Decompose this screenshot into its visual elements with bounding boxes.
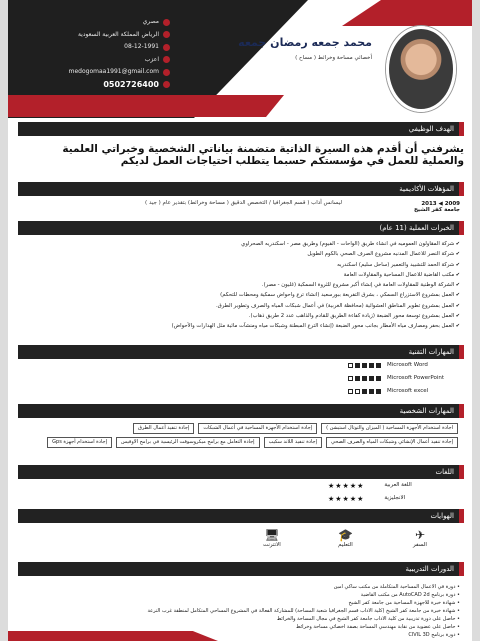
hobby-item [413, 528, 427, 548]
personal-skill-tag: إجادة تنفيذ أعمال الإنشائي وشبكات المياه والصرف الصحي [326, 437, 458, 448]
contact-text: الرياض المملكة العربية السعودية [77, 30, 159, 38]
location-icon [163, 31, 170, 38]
monitor-icon: 🖥 [264, 528, 280, 542]
tech-skill-name: Microsoft excel [387, 388, 429, 394]
experience-item: ✔ مكتب القاضية للاعمال المساحية والمقاولات العامة [22, 270, 460, 280]
contact-info [20, 16, 170, 91]
course-item: • حاصل على عضوية من نقابة مهندسي المساحة بصفة اخصائي مساحة وخرائط [20, 623, 460, 631]
language-name: اللغة العربية [384, 482, 412, 488]
contact-text: 08-12-1991 [124, 43, 159, 50]
experience-item: ✔ شركة النصر للاعمال المدنيه مشروع الصرف الصحي بالكوم الطويل [22, 249, 460, 259]
phone-icon [163, 81, 170, 88]
section-experience: الخبرات العملية (11 عام) [18, 221, 464, 235]
skill-level-box [369, 363, 374, 368]
section-languages: اللغات [18, 465, 464, 479]
personal-skill-tag: إجادة استخدام الأجهزة المساحية في أعمال الشبكات [198, 423, 317, 434]
education-university: جامعة كفر الشيخ [413, 207, 460, 213]
profile-photo [386, 26, 456, 112]
email-icon [163, 69, 170, 76]
personal-skill-tag: إجادة تنفيذ أعمال الطرق [133, 423, 194, 434]
skill-level-box [376, 376, 381, 381]
job-title: أخصائي مساحة وخرائط ( مساح ) [295, 55, 372, 61]
language-row [328, 482, 412, 490]
skill-level-boxes [348, 389, 381, 394]
skill-level-box [362, 376, 367, 381]
objective-text: يشرفني أن أقدم هذه السيرة الذاتية متضمنة بياناتي الشخصية وخبراتي العلمية والعملية للعمل في مؤسستكم حسبما يتطلب احتياجات العمل لديكم [62, 143, 464, 167]
hobby-item [263, 528, 281, 548]
airplane-icon: ✈ [414, 528, 425, 542]
skill-level-box [369, 376, 374, 381]
experience-item: ✔ العمل بمشروع تطوير المناطق العشوائية (محافظة الغربية) في أعمال شبكات المياه والصرف وتطوير الطرق. [22, 301, 460, 311]
section-hobbies: الهوايات [18, 509, 464, 523]
tech-skill-row [348, 375, 444, 381]
header-red-corner [342, 0, 472, 26]
course-item: • شهادة خبرة للاجهزة المساحية من جامعة كفر الشيخ [20, 599, 460, 607]
header-red-stripe [8, 95, 308, 117]
contact-row [20, 79, 170, 92]
personal-skill-tag: إجادة استخدام أجهزة Gps [47, 437, 112, 448]
calendar-icon [163, 44, 170, 51]
contact-row [20, 54, 170, 67]
experience-list [22, 239, 460, 332]
personal-skill-tag: إجادة تنفيذ اللاند سكيب [264, 437, 322, 448]
contact-text: 0502726400 [103, 79, 159, 89]
language-stars: ★★★★★ [328, 482, 365, 490]
language-row [328, 495, 405, 503]
skill-level-box [369, 389, 374, 394]
contact-row [20, 29, 170, 42]
section-objective: الهدف الوظيفي [18, 122, 464, 136]
hobby-label: الانترنت [263, 542, 281, 548]
skill-level-box [355, 389, 360, 394]
courses-list [20, 583, 460, 639]
personal-skill-tag: اجادة استخدام الأجهزة المساحية ( الميزان والتوتال استيشن ) [321, 423, 458, 434]
skill-level-boxes [348, 376, 381, 381]
section-courses: الدورات التدريبية [18, 562, 464, 576]
tech-skill-row [348, 388, 428, 394]
skill-level-box [362, 363, 367, 368]
experience-item: ✔ العمل بمشروع توسعة محور الضبعة (زيادة كفاءة الطريق للقادم والذاهب عدد 2 طريق ذهاب). [22, 311, 460, 321]
hobby-item [338, 528, 353, 548]
course-item: • دورة برنامج AutoCAD 2d من مكتب القاضية [20, 591, 460, 599]
resume-page [8, 0, 472, 641]
tech-skill-name: Microsoft PowerPoint [387, 375, 445, 381]
education-years: 2009 ◀ 2013 [421, 201, 460, 207]
experience-item: ✔ العمل بمشروع الاستزراع السمكي ، بشرق التفريعة ببورسعيد (انشاء ترع واحواض سمكية ومحطات للتحكم) [22, 290, 460, 300]
skill-level-box [376, 389, 381, 394]
skill-level-box [348, 376, 353, 381]
course-item: • دورة برنامج CIVIL 3D [20, 631, 460, 639]
skill-level-boxes [348, 363, 381, 368]
language-stars: ★★★★★ [328, 495, 365, 503]
experience-item: ✔ الشركة الوطنية للمقاولات العامة في إنشاء أكبر مشروع للثروة السمكية (غليون - مصر). [22, 280, 460, 290]
hobby-label: التعليم [338, 542, 353, 548]
skill-level-box [362, 389, 367, 394]
section-personal-skills: المهارات الشخصية [18, 404, 464, 418]
personal-skill-tag: إجادة التعامل مع برامج ميكروسوفت الرئيسية في برامج الاوفيس [116, 437, 260, 448]
section-education: المؤهلات الأكاديمية [18, 182, 464, 196]
skill-level-box [348, 363, 353, 368]
language-name: الانجليزية [384, 495, 406, 501]
education-years-block [414, 201, 460, 213]
skill-level-box [376, 363, 381, 368]
course-item: • حاصل على دورة تدريبية من كلية الاداب جامعة كفر الشيخ في مجال المساحة والخرائط [20, 615, 460, 623]
tech-skill-row [348, 362, 428, 368]
contact-text: medogomaa1991@gmail.com [68, 68, 159, 75]
contact-text: اعزب [144, 55, 159, 63]
contact-row [20, 16, 170, 29]
tech-skill-name: Microsoft Word [387, 362, 428, 368]
ring-icon [163, 56, 170, 63]
full-name: محمد جمعه رمضان جمعه [238, 36, 372, 49]
experience-item: ✔ شركة المقاولون العموميه في انشاء طريق (الواحات - الفيوم) وطريق مصر - اسكندريه الصحراوي [22, 239, 460, 249]
skill-level-box [355, 376, 360, 381]
course-item: • دورة في الاعمال المساحية المتكاملة من مكتب ساكي امين [20, 583, 460, 591]
contact-row [20, 66, 170, 79]
personal-skills [28, 423, 458, 448]
contact-text: مصري [142, 18, 159, 25]
hobby-label: السفر [413, 542, 427, 548]
education-degree: ليسانس آداب ( قسم الجغرافيا / التخصص الدقيق ( مساحة وخرائط) بتقدير عام ( جيد ) [145, 200, 342, 206]
section-tech-skills: المهارات التقنية [18, 345, 464, 359]
skill-level-box [355, 363, 360, 368]
experience-item: ✔ العمل بحفر ومصارف مياه الأمطار بجانب محور الضبعة (إنشاء الترع المبطنة وشبكات مياه ومنشآت مائية مثل الهدارات والأحواض) [22, 321, 460, 331]
skill-level-box [348, 389, 353, 394]
footer-red-shape [8, 631, 218, 641]
experience-item: ✔ شركة الحمد للتشييد والتعمير (ساحل سليم) اسكندريه [22, 260, 460, 270]
graduation-cap-icon: 🎓 [338, 528, 353, 542]
contact-row [20, 41, 170, 54]
flag-icon [163, 19, 170, 26]
course-item: • شهادة خبرة من جامعة كفر الشيخ (كلية الاداب قسم الجغرافيا شعبة المساحة) للمشاركة الفعالة في المشروع المساحي المتكامل لمنطقة غرب الترعة [20, 607, 460, 615]
